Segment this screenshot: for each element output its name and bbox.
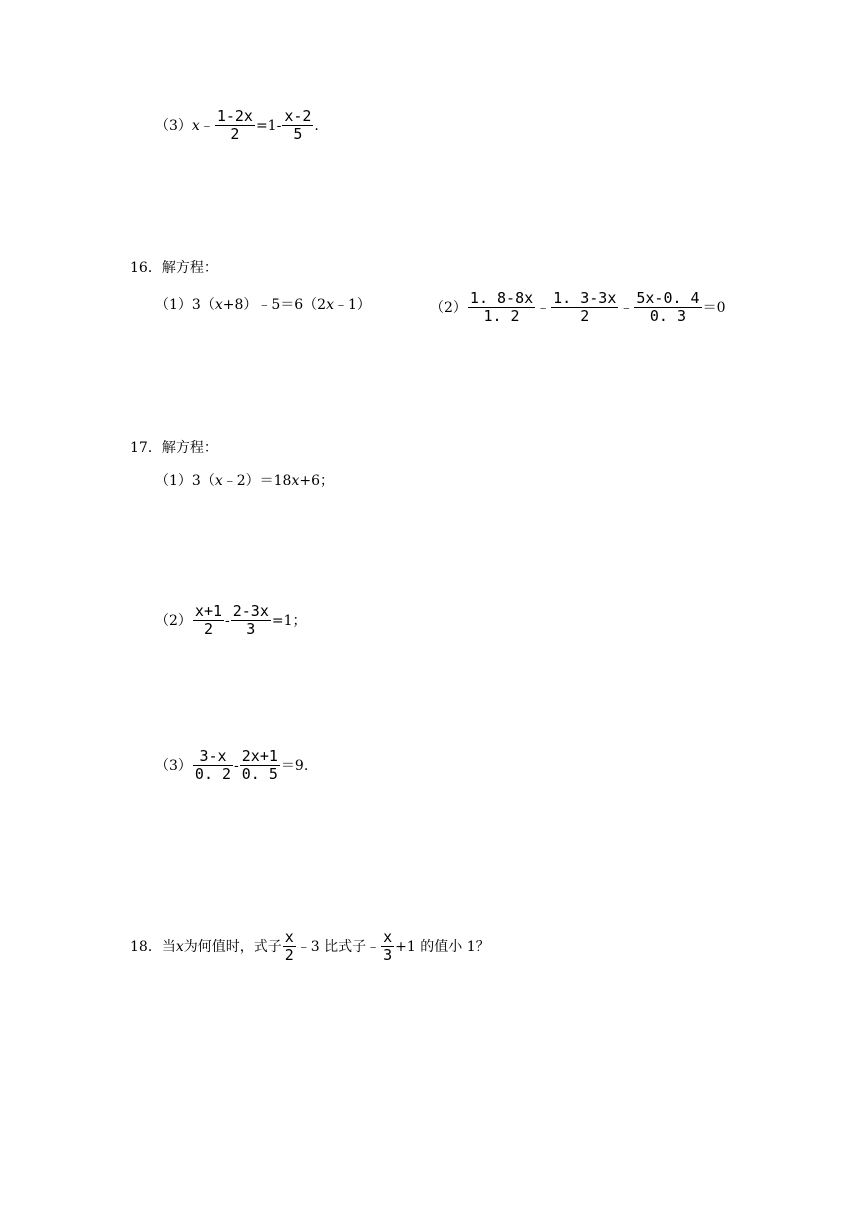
numerator: 1. 3-3x — [553, 289, 617, 307]
var-x: x — [214, 297, 223, 313]
numerator: x — [284, 928, 294, 946]
var-x: x — [214, 473, 223, 489]
numerator: x+1 — [194, 602, 223, 620]
fraction — [240, 748, 280, 783]
numerator: x-2 — [284, 107, 312, 125]
fraction — [193, 603, 224, 638]
denominator: 3 — [246, 620, 256, 638]
fraction — [193, 748, 233, 783]
equals-one: =1； — [271, 612, 307, 629]
denominator: 0. 3 — [649, 307, 687, 325]
question-16-title: 16．解方程： — [130, 260, 218, 276]
numerator: x — [383, 928, 393, 946]
fraction — [634, 290, 701, 325]
text-segment: +6； — [299, 473, 335, 489]
denominator: 2 — [203, 620, 213, 638]
problem-16-part-1 — [155, 298, 371, 312]
text-segment: 18．当 — [130, 938, 176, 955]
denominator: 0. 2 — [194, 765, 232, 783]
text-segment: （1）3（ — [155, 473, 215, 489]
var-x: x — [175, 938, 184, 955]
minus-sign: ﹣ — [619, 299, 634, 316]
question-18 — [130, 929, 490, 964]
period: . — [314, 117, 319, 134]
minus-sign: ﹣ — [536, 299, 551, 316]
var-x: x — [291, 473, 300, 489]
numerator: 3-x — [199, 747, 227, 765]
numerator: 2x+1 — [241, 747, 278, 765]
numerator: 2-3x — [232, 602, 269, 620]
numerator: 1. 8-8x — [469, 289, 534, 307]
fraction — [551, 290, 618, 325]
problem-17-part-3 — [155, 748, 308, 783]
text-segment: ﹣2）＝18 — [222, 473, 292, 489]
text-segment: +8）﹣5＝6（2 — [222, 297, 327, 313]
part-label: （3） — [155, 757, 192, 774]
problem-16-part-2 — [430, 290, 726, 325]
fraction — [231, 603, 271, 638]
fraction — [468, 290, 535, 325]
text-segment: （1）3（ — [155, 297, 215, 313]
denominator: 2 — [284, 946, 294, 964]
denominator: 0. 5 — [241, 765, 278, 783]
equals-nine: ＝9. — [280, 757, 309, 774]
question-17-title: 17．解方程： — [130, 440, 218, 456]
numerator: 5x-0. 4 — [636, 289, 700, 307]
denominator: 5 — [293, 125, 303, 143]
denominator: 3 — [383, 946, 393, 964]
fraction — [283, 929, 296, 964]
denominator: 2 — [580, 307, 590, 325]
fraction — [282, 108, 313, 143]
text-segment: ﹣3 比式子﹣ — [296, 938, 381, 955]
fraction — [381, 929, 394, 964]
denominator: 2 — [230, 125, 240, 143]
minus-sign: - — [225, 612, 230, 629]
text-segment: +1 的值小 1？ — [395, 938, 490, 955]
text-segment: ﹣1） — [334, 297, 371, 313]
var-x: x — [191, 117, 200, 134]
minus-sign: - — [234, 757, 239, 774]
equals-zero: ＝0 — [702, 299, 726, 316]
text-segment: 为何值时，式子 — [183, 938, 282, 955]
minus-sign: ﹣ — [199, 117, 214, 134]
denominator: 1. 2 — [483, 307, 520, 325]
fraction — [215, 108, 255, 143]
problem-17-part-1 — [155, 474, 334, 488]
problem-15-part-3 — [155, 108, 319, 143]
equals-text: =1- — [255, 117, 282, 134]
part-label: （2） — [155, 612, 192, 629]
problem-17-part-2 — [155, 603, 307, 638]
part-label: （2） — [430, 299, 467, 316]
numerator: 1-2x — [216, 107, 253, 125]
var-x: x — [326, 297, 334, 313]
part-label: （3） — [155, 117, 192, 134]
